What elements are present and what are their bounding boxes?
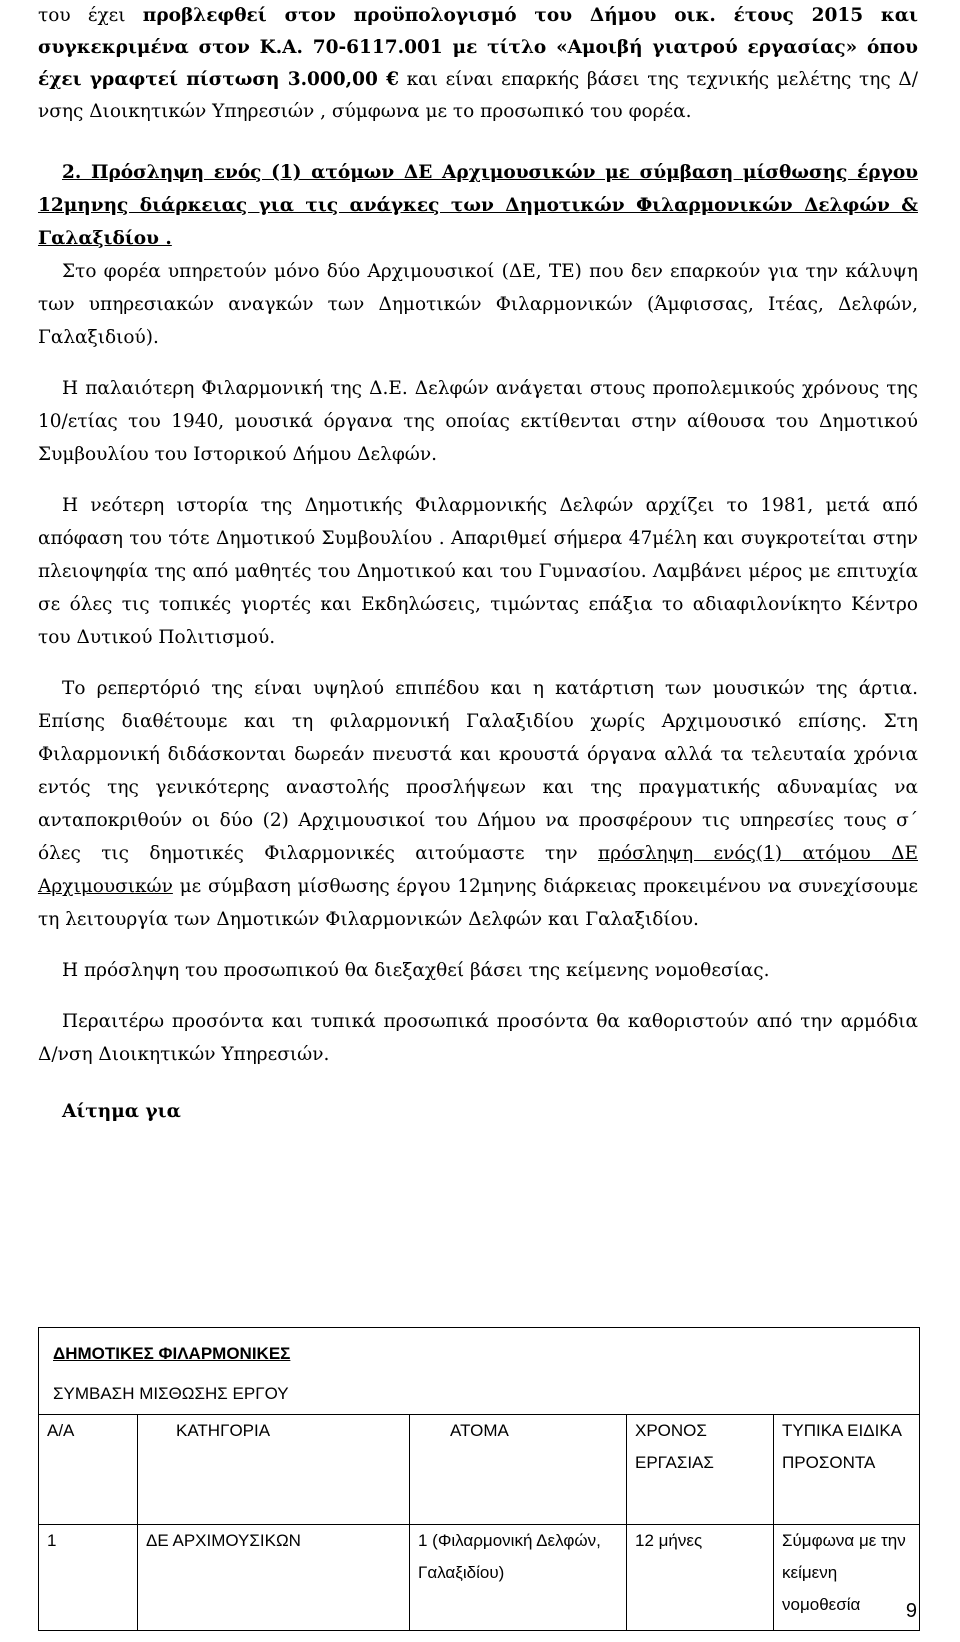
- paragraph-staff: Στο φορέα υπηρετούν μόνο δύο Αρχιμουσικοί (ΔΕ, ΤΕ) που δεν επαρκούν για την κάλυψη των υπηρεσιακών αναγκών των Δημοτικών Φιλαρμονικών (Άμφισσας, Ιτέας, Δελφών, Γαλαξιδιού).: [38, 261, 918, 348]
- paragraph-history-old: Η παλαιότερη Φιλαρμονική της Δ.Ε. Δελφών ανάγεται στους προπολεμικούς χρόνους της 10/ετίας του 1940, μουσικά όργανα της οποίας εκτίθενται στην αίθουσα του Δημοτικού Συμβουλίου του Ιστορικού Δήμου Δελφών.: [38, 378, 918, 465]
- col-header-category: ΚΑΤΗΓΟΡΙΑ: [138, 1415, 410, 1525]
- request-label: Αίτημα για: [62, 1101, 181, 1122]
- document-page: [38, 0, 918, 1128]
- budget-bold-text: προβλεφθεί στον προϋπολογισμό του Δήμου οικ. έτους 2015 και συγκεκριμένα στον Κ.Α. 70-6117.001 με τίτλο «Αμοιβή γιατρού εργασίας» όπου έχει γραφτεί πίστωση 3.000,00 €: [38, 5, 918, 90]
- table-subtitle: ΣΥΜΒΑΣΗ ΜΙΣΘΩΣΗΣ ΕΡΓΟΥ: [53, 1384, 289, 1403]
- paragraph-hiring: Η πρόσληψη του προσωπικού θα διεξαχθεί βάσει της κείμενης νομοθεσίας.: [62, 960, 770, 981]
- table-cell-category: ΔΕ ΑΡΧΙΜΟΥΣΙΚΩΝ: [138, 1525, 410, 1631]
- paragraph-budget: του έχει προβλεφθεί στον προϋπολογισμό του Δήμου οικ. έτους 2015 και συγκεκριμένα στον Κ.Α. 70-6117.001 με τίτλο «Αμοιβή γιατρού εργασίας» όπου έχει γραφτεί πίστωση 3.000,00 € και είναι επαρκής βάσει της τεχνικής μελέτης της Δ/νσης Διοικητικών Υπηρεσιών , σύμφωνα με το προσωπικό του φορέα.: [38, 5, 918, 122]
- table-cell-persons: 1 (Φιλαρμονική Δελφών, Γαλαξιδίου): [410, 1525, 627, 1631]
- col-header-aa: Α/Α: [39, 1415, 138, 1525]
- col-header-work-time: ΧΡΟΝΟΣ ΕΡΓΑΣΙΑΣ: [627, 1415, 774, 1525]
- paragraph-history-new: Η νεότερη ιστορία της Δημοτικής Φιλαρμονικής Δελφών αρχίζει το 1981, μετά από απόφαση του τότε Δημοτικού Συμβουλίου . Απαριθμεί σήμερα 47μέλη και συγκροτείται στην πλειοψηφία της από μαθητές του Δημοτικού και του Γυμνασίου. Λαμβάνει μέρος με επιτυχία σε όλες τις τοπικές γιορτές και Εκδηλώσεις, τιμώντας επάξια το αδιαφιλονίκητο Κέντρο του Δυτικού Πολιτισμού.: [38, 495, 918, 648]
- table-title: ΔΗΜΟΤΙΚΕΣ ΦΙΛΑΡΜΟΝΙΚΕΣ: [53, 1344, 291, 1363]
- table-cell-work-time: 12 μήνες: [627, 1525, 774, 1631]
- section-2-heading: 2. Πρόσληψη ενός (1) ατόμων ΔΕ Αρχιμουσικών με σύμβαση μίσθωσης έργου 12μηνης διάρκειας για τις ανάγκες των Δημοτικών Φιλαρμονικών Δελφών & Γαλαξιδίου .: [38, 162, 918, 249]
- request-table: [38, 1327, 920, 1631]
- col-header-qualifications: ΤΥΠΙΚΑ ΕΙΔΙΚΑ ΠΡΟΣΟΝΤΑ: [774, 1415, 920, 1525]
- table-cell-qualifications: Σύμφωνα με την κείμενη νομοθεσία: [774, 1525, 920, 1631]
- request-underlined-text: πρόσληψη ενός(1) ατόμου ΔΕ Αρχιμουσικών: [38, 843, 918, 897]
- page-number: 9: [905, 1600, 917, 1622]
- paragraph-repertoire: Το ρεπερτόριό της είναι υψηλού επιπέδου και η κατάρτιση των μουσικών της άρτια. Επίσης διαθέτουμε και τη φιλαρμονική Γαλαξιδίου χωρίς Αρχιμουσικό επίσης. Στη Φιλαρμονική διδάσκονται δωρεάν πνευστά και κρουστά όργανα αλλά τα τελευταία χρόνια εντός της γενικότερης αναστολής προσλήψεων και της πραγματικής αδυναμίας να ανταποκριθούν οι δύο (2) Αρχιμουσικοί του Δήμου να προσφέρουν τις υπηρεσίες τους σ΄ όλες τις δημοτικές Φιλαρμονικές αιτούμαστε την πρόσληψη ενός(1) ατόμου ΔΕ Αρχιμουσικών με σύμβαση μίσθωσης έργου 12μηνης διάρκειας προκειμένου να συνεχίσουμε τη λειτουργία των Δημοτικών Φιλαρμονικών Δελφών και Γαλαξιδίου.: [38, 678, 918, 930]
- table-cell-aa: 1: [39, 1525, 138, 1631]
- col-header-persons: ΑΤΟΜΑ: [410, 1415, 627, 1525]
- paragraph-qualifications: Περαιτέρω προσόντα και τυπικά προσωπικά προσόντα θα καθοριστούν από την αρμόδια Δ/νση Διοικητικών Υπηρεσιών.: [38, 1011, 918, 1065]
